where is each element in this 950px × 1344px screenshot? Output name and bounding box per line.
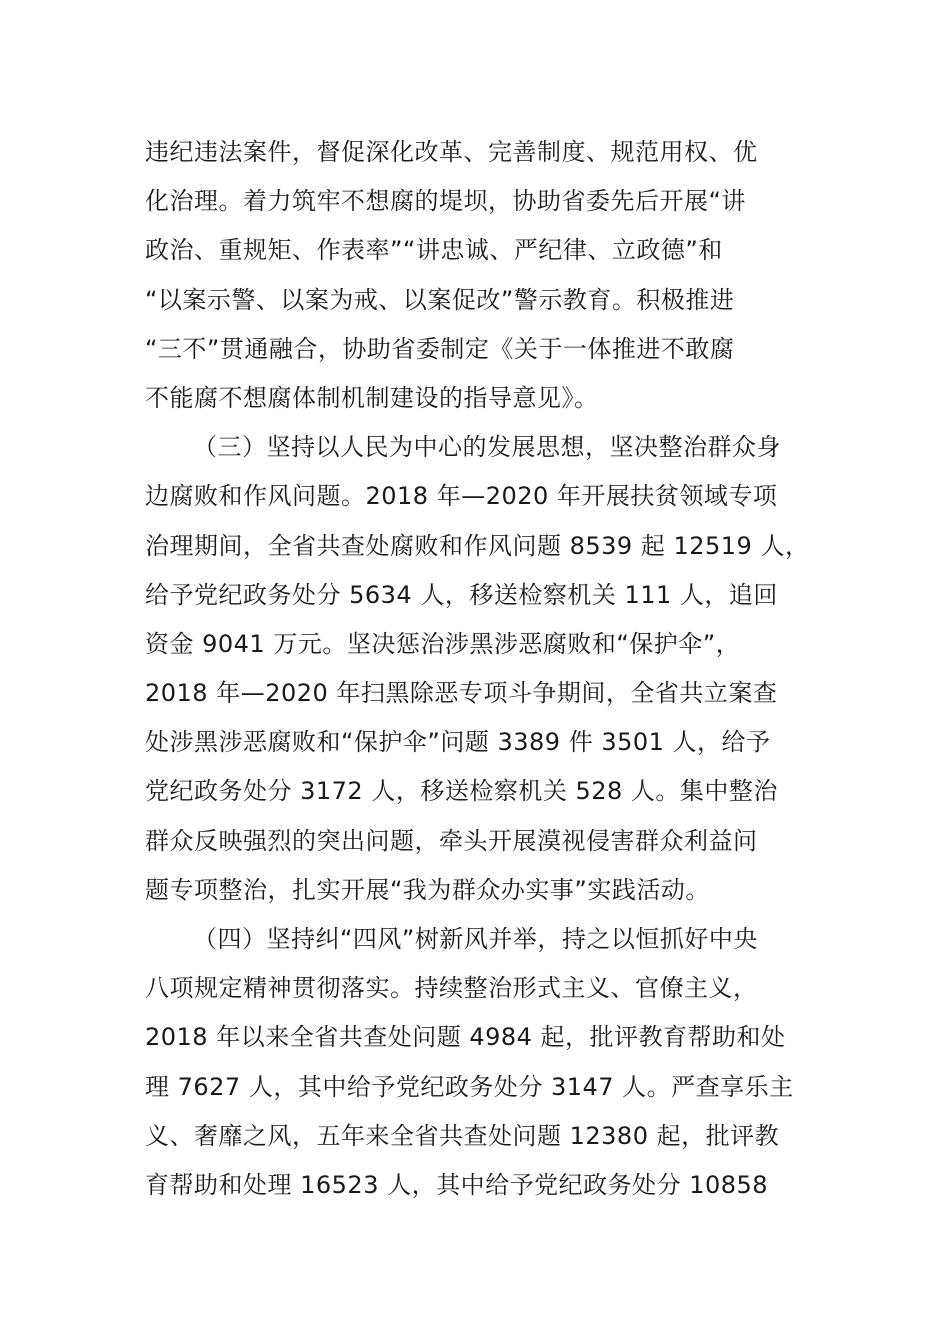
text-line: 理 7627 人，其中给予党纪政务处分 3147 人。严查享乐主 xyxy=(145,1072,794,1101)
text-line: 违纪违法案件，督促深化改革、完善制度、规范用权、优 xyxy=(145,138,758,166)
text-line: 题专项整治，扎实开展“我为群众办实事”实践活动。 xyxy=(145,875,710,904)
text-line: 边腐败和作风问题。2018 年—2020 年开展扶贫领域专项 xyxy=(145,482,778,511)
text-line: 不能腐不想腐体制机制建设的指导意见》。 xyxy=(145,383,599,412)
text-line: 育帮助和处理 16523 人，其中给予党纪政务处分 10858 xyxy=(145,1170,769,1199)
paragraph-heading-line: （四）坚持纠“四风”树新风并举，持之以恒抓好中央 xyxy=(193,925,758,953)
text-line: 2018 年—2020 年扫黑除恶专项斗争期间，全省共立案查 xyxy=(145,679,778,708)
text-line: 群众反映强烈的突出问题，牵头开展漠视侵害群众利益问 xyxy=(145,826,758,855)
text-line: 党纪政务处分 3172 人，移送检察机关 528 人。集中整治 xyxy=(145,777,778,806)
text-line: “三不”贯通融合，协助省委制定《关于一体推进不敢腐 xyxy=(145,334,735,363)
text-line: 给予党纪政务处分 5634 人，移送检察机关 111 人，追回 xyxy=(145,580,778,609)
text-line: 政治、重规矩、作表率”“讲忠诚、严纪律、立政德”和 xyxy=(145,236,723,265)
text-line: 资金 9041 万元。坚决惩治涉黑涉恶腐败和“保护伞”， xyxy=(145,629,741,658)
text-line: 2018 年以来全省共查处问题 4984 起，批评教育帮助和处 xyxy=(145,1023,786,1052)
text-line: 八项规定精神贯彻落实。持续整治形式主义、官僚主义， xyxy=(145,974,758,1003)
text-line: “以案示警、以案为戒、以案促改”警示教育。积极推进 xyxy=(145,285,735,314)
text-line: 处涉黑涉恶腐败和“保护伞”问题 3389 件 3501 人，给予 xyxy=(145,728,771,757)
text-line: 化治理。着力筑牢不想腐的堤坝，协助省委先后开展“讲 xyxy=(145,187,746,216)
text-line: 义、奢靡之风，五年来全省共查处问题 12380 起，批评教 xyxy=(145,1121,780,1150)
paragraph-heading-line: （三）坚持以人民为中心的发展思想，坚决整治群众身 xyxy=(193,433,781,462)
text-line: 治理期间，全省共查处腐败和作风问题 8539 起 12519 人， xyxy=(145,531,810,560)
body-text xyxy=(145,128,825,1210)
